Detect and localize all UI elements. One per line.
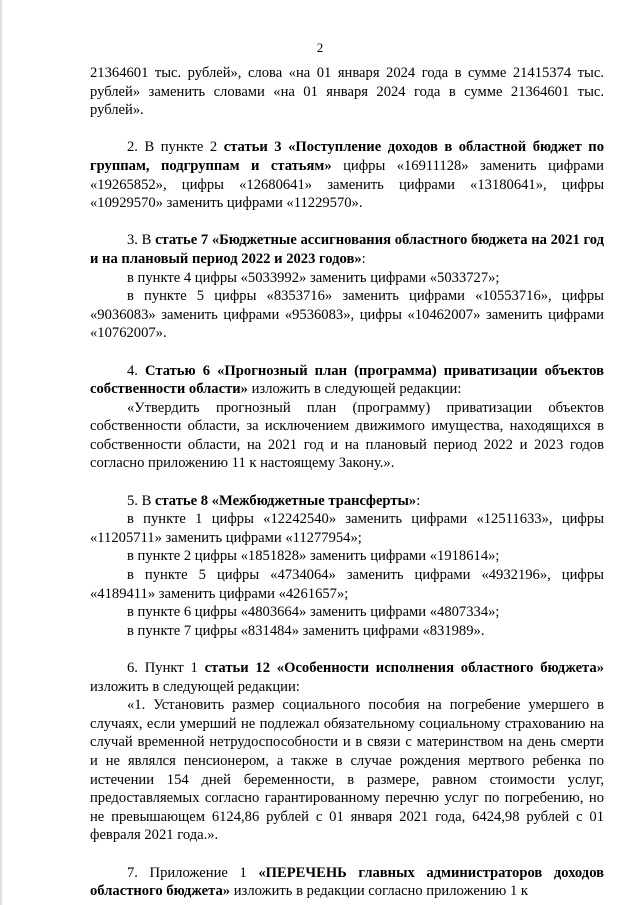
paragraph-3-suffix: : [361, 250, 366, 267]
paragraph-6-suffix: изложить в следующей редакции: [90, 678, 300, 695]
paragraph-5-item-4: в пункте 6 цифры «4803664» заменить цифрами «4807334»; [127, 604, 500, 621]
page-number: 2 [316, 40, 324, 55]
paragraph-3-bold: статье 7 «Бюджетные ассигнования областного бюджета на 2021 год и на плановый период 2022 и 2023 годов» [90, 232, 604, 267]
paragraph-4-item-1: «Утвердить прогнозный план (программу) приватизации объектов собственности области, за исключением движимого имущества, находящихся в собственности области, на 2021 год и на плановый период 2022 и 2023 годов согласно приложению 11 к настоящему Закону.». [90, 399, 604, 472]
paragraph-5-prefix: 5. В [127, 492, 155, 509]
document-body [90, 64, 604, 901]
paragraph-5-bold: статье 8 «Межбюджетные трансферты» [154, 492, 417, 509]
paragraph-5-item-1: в пункте 1 цифры «12242540» заменить цифрами «12511633», цифры «11205711» заменить цифрами «11277954»; [90, 511, 604, 546]
scan-edge [0, 0, 3, 905]
paragraph-3-item-2: в пункте 5 цифры «8353716» заменить цифрами «10553716», цифры «9036083» заменить цифрами «9536083», цифры «10462007» заменить цифрами «10762007». [90, 288, 604, 342]
paragraph-5 [90, 492, 604, 511]
paragraph-3-item-1: в пункте 4 цифры «5033992» заменить цифрами «5033727»; [127, 269, 500, 286]
paragraph-6-prefix: 6. Пункт 1 [127, 660, 205, 676]
paragraph-3 [90, 231, 604, 268]
paragraph-2-prefix: 2. В пункте 2 [127, 139, 224, 156]
paragraph-4-bold: Статью 6 «Прогнозный план (программа) приватизации объектов собственности области» [90, 362, 604, 398]
paragraph-6-bold: статьи 12 «Особенности исполнения областного бюджета» [204, 660, 605, 676]
paragraph-6 [90, 659, 604, 696]
paragraph-7 [90, 864, 604, 901]
paragraph-4 [90, 362, 604, 399]
paragraph-6-item-1: «1. Установить размер социального пособия на погребение умершего в случаях, если умерший не подлежал обязательному социальному страхованию на случай временной нетрудоспособности и в связи с материнством на день смерти и не являлся пенсионером, а также в случае рождения мертвого ребенка по истечении 154 дней беременности, в размере, равном стоимости услуг, предоставляемых согласно гарантированному перечню услуг по погребению, но не превышающем 6124,86 рублей с 01 января 2021 года, 6424,98 рублей с 01 февраля 2021 года.». [90, 697, 604, 844]
paragraph-5-item-5: в пункте 7 цифры «831484» заменить цифрами «831989». [127, 622, 485, 639]
paragraph-continuation: 21364601 тыс. рублей», слова «на 01 января 2024 года в сумме 21415374 тыс. рублей» заменить словами «на 01 января 2024 года в сумме 21364601 тыс. рублей». [90, 65, 604, 119]
paragraph-4-prefix: 4. [127, 362, 146, 379]
paragraph-4-suffix: изложить в следующей редакции: [247, 381, 462, 398]
paragraph-2-bold: статьи 3 «Поступление доходов в областной бюджет по группам, подгруппам и статьям» [90, 139, 604, 174]
paragraph-7-suffix: изложить в редакции согласно приложению 1 к [230, 883, 529, 900]
paragraph-3-prefix: 3. В [127, 232, 156, 249]
paragraph-5-suffix: : [416, 492, 421, 509]
paragraph-2-suffix: цифры «16911128» заменить цифрами «19265852», цифры «12680641» заменить цифрами «13180641», цифры «10929570» заменить цифрами «11229570». [90, 157, 604, 212]
paragraph-2 [90, 138, 604, 212]
paragraph-7-bold: «ПЕРЕЧЕНЬ главных администраторов доходов областного бюджета» [90, 864, 605, 900]
paragraph-5-item-2: в пункте 2 цифры «1851828» заменить цифрами «1918614»; [127, 548, 500, 565]
paragraph-7-prefix: 7. Приложение 1 [127, 864, 259, 881]
paragraph-5-item-3: в пункте 5 цифры «4734064» заменить цифрами «4932196», цифры «4189411» заменить цифрами «4261657»; [90, 567, 604, 602]
